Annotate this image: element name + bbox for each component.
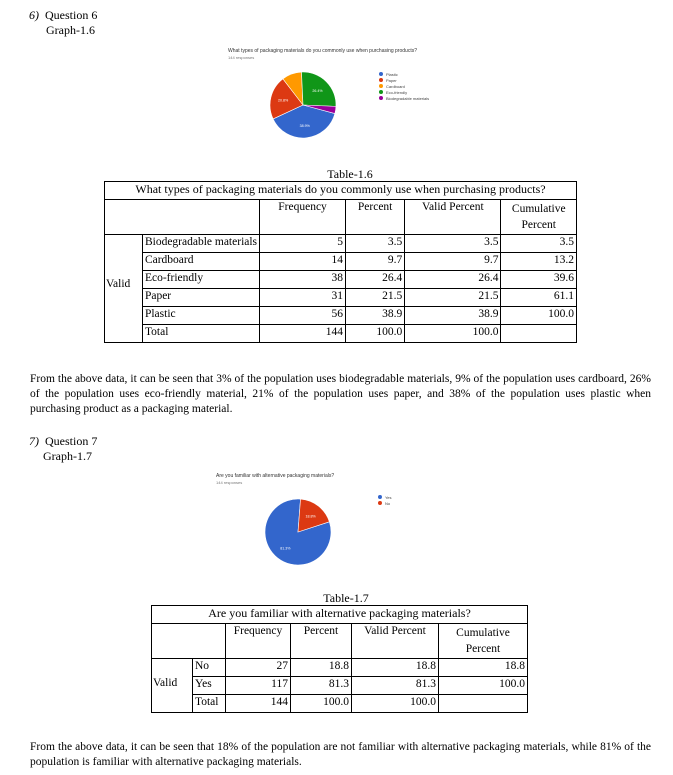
q6-table-header-row (105, 200, 577, 235)
q7-chart-title: Are you familiar with alternative packaging materials? (216, 473, 335, 479)
q7-table-row (152, 695, 528, 713)
q7-cell-percent: 18.8 (291, 659, 352, 677)
q7-legend-label: Yes (385, 495, 392, 500)
q6-slice-label: 26.4% (312, 89, 323, 94)
q6-cell-label: Plastic (142, 307, 259, 325)
q6-cell-cumulative: 61.1 (501, 289, 577, 307)
q6-header-cumulative-percent: Cumulative Percent (501, 200, 577, 235)
q7-table-caption: Table-1.7 (323, 591, 369, 605)
q6-table-row (105, 325, 577, 343)
q7-pie-svg (263, 497, 333, 567)
q6-legend-dot-icon (379, 72, 383, 76)
q7-legend-dot-icon (378, 495, 382, 499)
q7-cell-valid-percent: 18.8 (352, 659, 439, 677)
q6-table-row (105, 253, 577, 271)
q6-cell-cumulative: 3.5 (501, 235, 577, 253)
q6-cell-frequency: 31 (260, 289, 346, 307)
q6-heading (29, 8, 97, 22)
q7-table-title: Are you familiar with alternative packaging materials? (152, 606, 528, 624)
q6-cell-valid-percent: 21.5 (405, 289, 501, 307)
q6-chart-responses: 144 responses (228, 55, 255, 60)
q6-cell-percent: 38.9 (346, 307, 405, 325)
q7-slice-label: 81.3% (280, 546, 291, 551)
q7-legend-item (378, 501, 390, 507)
q6-table-group-label: Valid (106, 278, 131, 290)
q6-legend-dot-icon (379, 84, 383, 88)
q7-heading (29, 434, 97, 448)
q6-cell-frequency: 144 (260, 325, 346, 343)
q6-cell-percent: 21.5 (346, 289, 405, 307)
q7-header-valid-percent: Valid Percent (352, 624, 439, 659)
q6-table-row (105, 307, 577, 325)
q7-cell-frequency: 144 (226, 695, 291, 713)
q6-cell-valid-percent: 26.4 (405, 271, 501, 289)
q6-table-row (105, 289, 577, 307)
q7-table-header-row (152, 624, 528, 659)
q6-cell-frequency: 56 (260, 307, 346, 325)
q6-cell-percent: 3.5 (346, 235, 405, 253)
q6-cell-percent: 100.0 (346, 325, 405, 343)
q7-cell-label: Yes (193, 677, 226, 695)
q7-legend-dot-icon (378, 501, 382, 505)
q6-heading-text: Question 6 (45, 8, 98, 22)
q6-slice-label: 20.8% (278, 98, 289, 103)
q7-slice-label: 18.8% (305, 514, 316, 519)
q6-heading-number: 6) (29, 8, 39, 22)
q7-cell-valid-percent: 81.3 (352, 677, 439, 695)
q6-cell-cumulative: 13.2 (501, 253, 577, 271)
q7-cell-valid-percent: 100.0 (352, 695, 439, 713)
q6-header-valid-percent: Valid Percent (405, 200, 501, 235)
q6-cell-cumulative (501, 325, 577, 343)
q7-heading-text: Question 7 (45, 434, 98, 448)
q7-table-row (152, 677, 528, 695)
q6-slice-label: 38.9% (299, 123, 310, 128)
q6-legend-dot-icon (379, 90, 383, 94)
q7-legend-label: No (385, 501, 391, 506)
q7-table-row (152, 659, 528, 677)
q7-heading-number: 7) (29, 434, 39, 448)
q6-legend-dot-icon (379, 78, 383, 82)
q7-cell-cumulative: 18.8 (439, 659, 528, 677)
q7-graph-label: Graph-1.7 (43, 449, 92, 463)
q7-cell-frequency: 117 (226, 677, 291, 695)
q6-graph-label: Graph-1.6 (46, 23, 95, 37)
q6-table-title-row (105, 182, 577, 200)
q7-chart-responses: 144 responses (216, 480, 243, 485)
q7-header-percent: Percent (291, 624, 352, 659)
q7-cell-frequency: 27 (226, 659, 291, 677)
q7-cell-percent: 100.0 (291, 695, 352, 713)
q6-legend-label: Biodegradable materials (386, 96, 430, 101)
q6-legend-label: Plastic (386, 72, 398, 77)
q6-table-row (105, 271, 577, 289)
q6-legend-label: Cardboard (386, 84, 405, 89)
q7-analysis-paragraph: From the above data, it can be seen that 18% of the population are not familiar with alternative packaging materials, while 81% of the population is familiar with alternative packaging materials. (30, 741, 651, 768)
q7-table-title-row (152, 606, 528, 624)
q7-frequency-table (151, 605, 528, 713)
q6-cell-label: Cardboard (142, 253, 259, 271)
q6-legend-item (379, 96, 429, 102)
q6-header-percent: Percent (346, 200, 405, 235)
q6-legend-label: Eco-friendly (386, 90, 408, 95)
q6-table-caption: Table-1.6 (327, 167, 373, 181)
q6-legend-label: Paper (386, 78, 397, 83)
q6-cell-cumulative: 39.6 (501, 271, 577, 289)
q6-cell-frequency: 5 (260, 235, 346, 253)
q6-table-title: What types of packaging materials do you commonly use when purchasing products? (105, 182, 577, 200)
q6-cell-label: Total (142, 325, 259, 343)
q6-cell-percent: 9.7 (346, 253, 405, 271)
q7-cell-cumulative (439, 695, 528, 713)
q7-cell-cumulative: 100.0 (439, 677, 528, 695)
q6-cell-frequency: 38 (260, 271, 346, 289)
q6-frequency-table (104, 181, 577, 343)
q6-cell-valid-percent: 38.9 (405, 307, 501, 325)
q6-cell-label: Paper (142, 289, 259, 307)
q6-cell-valid-percent: 100.0 (405, 325, 501, 343)
q6-cell-valid-percent: 9.7 (405, 253, 501, 271)
q6-legend-dot-icon (379, 96, 383, 100)
q7-header-frequency: Frequency (226, 624, 291, 659)
q6-header-frequency: Frequency (260, 200, 346, 235)
q7-cell-label: No (193, 659, 226, 677)
q6-table-row (105, 235, 577, 253)
q6-cell-valid-percent: 3.5 (405, 235, 501, 253)
q6-chart-title: What types of packaging materials do you commonly use when purchasing products? (228, 48, 417, 54)
q7-header-cumulative-percent: Cumulative Percent (439, 624, 528, 659)
q6-cell-frequency: 14 (260, 253, 346, 271)
q7-cell-percent: 81.3 (291, 677, 352, 695)
q6-cell-cumulative: 100.0 (501, 307, 577, 325)
q6-analysis-paragraph: From the above data, it can be seen that 3% of the population uses biodegradable materials, 9% of the population uses cardboard, 26% of the population uses eco-friendly material, 21% of the population uses paper, and 38% of the population uses plastic when purchasing product as a packaging material. (30, 373, 651, 415)
q6-cell-percent: 26.4 (346, 271, 405, 289)
q6-cell-label: Biodegradable materials (142, 235, 259, 253)
q6-cell-label: Eco-friendly (142, 271, 259, 289)
q7-table-group-label: Valid (153, 677, 178, 689)
q7-cell-label: Total (193, 695, 226, 713)
q6-pie-svg (268, 70, 338, 140)
